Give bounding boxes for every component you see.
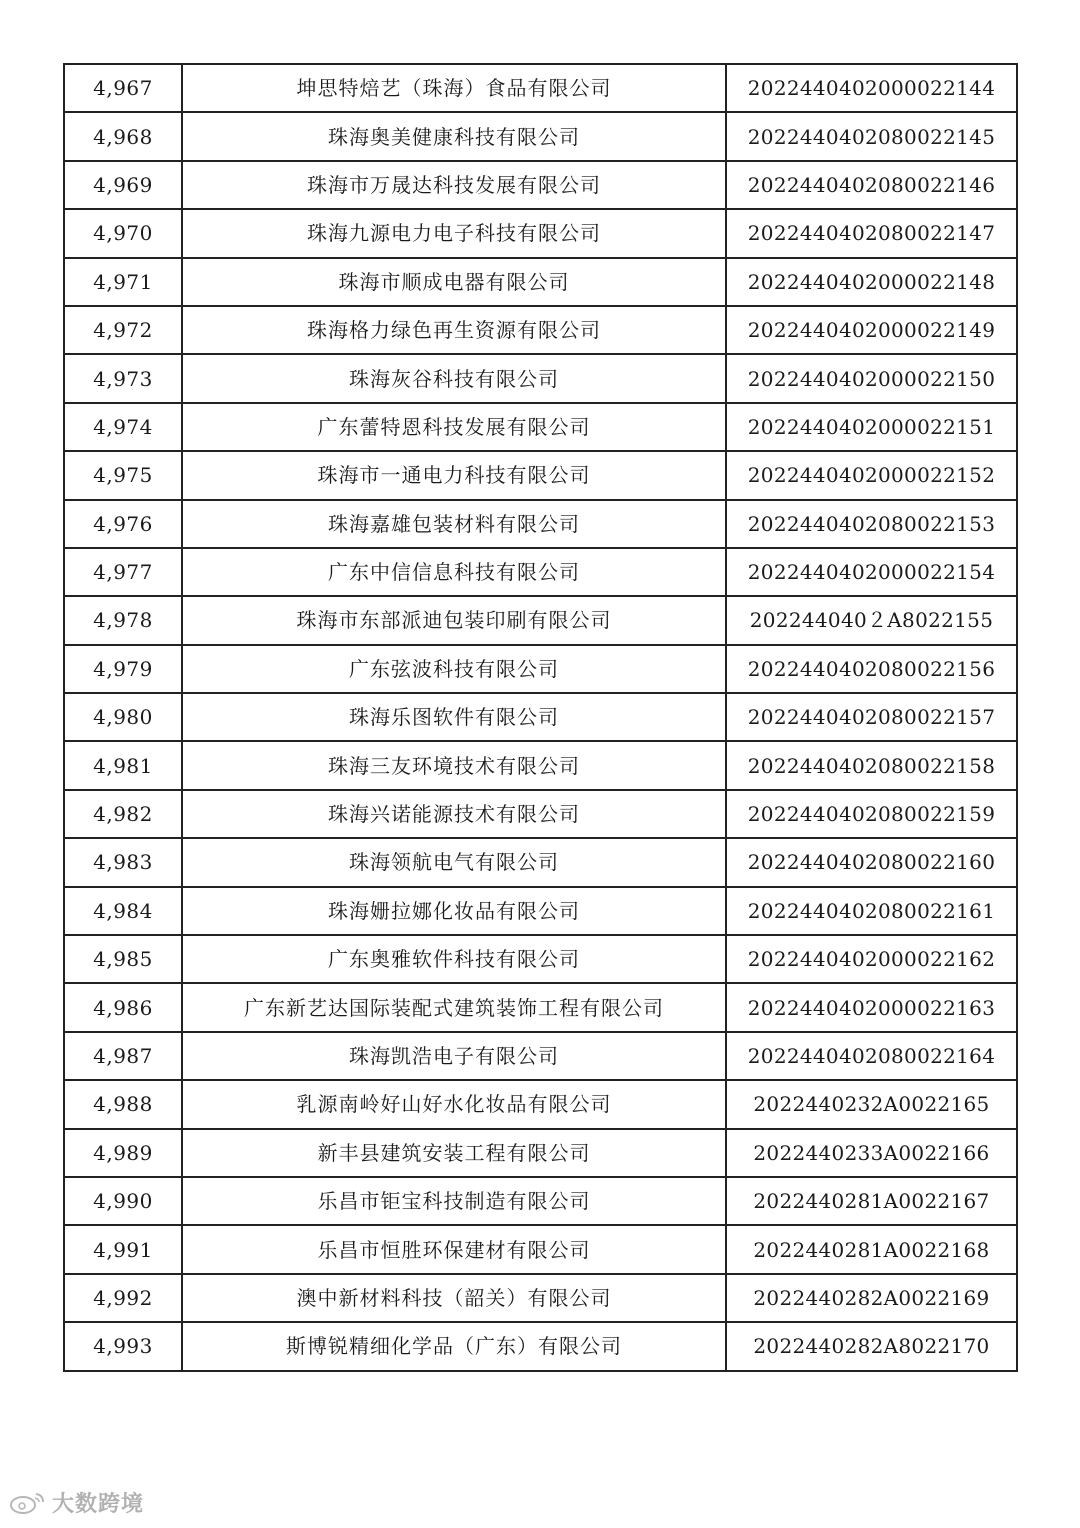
row-index-cell: 4,992 bbox=[64, 1274, 182, 1322]
table-row bbox=[64, 790, 1017, 838]
row-index-cell: 4,972 bbox=[64, 306, 182, 354]
table-row bbox=[64, 258, 1017, 306]
table-row bbox=[64, 887, 1017, 935]
company-name-cell: 珠海格力绿色再生资源有限公司 bbox=[182, 306, 726, 354]
watermark-text: 大数跨境 bbox=[52, 1491, 145, 1517]
table-row bbox=[64, 1177, 1017, 1225]
row-index-cell: 4,976 bbox=[64, 500, 182, 548]
company-name-cell: 乐昌市恒胜环保建材有限公司 bbox=[182, 1225, 726, 1273]
registration-code-cell: 2022440402080022158 bbox=[726, 741, 1017, 789]
registration-code-cell: 2022440402080022157 bbox=[726, 693, 1017, 741]
row-index-cell: 4,974 bbox=[64, 403, 182, 451]
table-row bbox=[64, 1274, 1017, 1322]
table-row bbox=[64, 209, 1017, 257]
row-index-cell: 4,991 bbox=[64, 1225, 182, 1273]
registration-code-cell: 2022440402000022151 bbox=[726, 403, 1017, 451]
company-name-cell: 广东弦波科技有限公司 bbox=[182, 645, 726, 693]
row-index-cell: 4,979 bbox=[64, 645, 182, 693]
company-name-cell: 珠海兴诺能源技术有限公司 bbox=[182, 790, 726, 838]
row-index-cell: 4,977 bbox=[64, 548, 182, 596]
company-name-cell: 斯博锐精细化学品（广东）有限公司 bbox=[182, 1322, 726, 1370]
registration-code-cell: 2022440402000022149 bbox=[726, 306, 1017, 354]
registration-code-cell: 202244040２A8022155 bbox=[726, 596, 1017, 644]
company-name-cell: 珠海灰谷科技有限公司 bbox=[182, 354, 726, 402]
registration-code-cell: 2022440402080022164 bbox=[726, 1032, 1017, 1080]
registration-code-cell: 2022440282A8022170 bbox=[726, 1322, 1017, 1370]
table-row bbox=[64, 548, 1017, 596]
registration-code-cell: 2022440402080022161 bbox=[726, 887, 1017, 935]
company-name-cell: 珠海市顺成电器有限公司 bbox=[182, 258, 726, 306]
table-row bbox=[64, 741, 1017, 789]
registration-code-cell: 2022440402080022159 bbox=[726, 790, 1017, 838]
row-index-cell: 4,993 bbox=[64, 1322, 182, 1370]
row-index-cell: 4,987 bbox=[64, 1032, 182, 1080]
table-row bbox=[64, 354, 1017, 402]
row-index-cell: 4,988 bbox=[64, 1080, 182, 1128]
table-row bbox=[64, 935, 1017, 983]
row-index-cell: 4,969 bbox=[64, 161, 182, 209]
company-name-cell: 坤思特焙艺（珠海）食品有限公司 bbox=[182, 64, 726, 112]
table-row bbox=[64, 596, 1017, 644]
registration-code-cell: 2022440402080022153 bbox=[726, 500, 1017, 548]
row-index-cell: 4,982 bbox=[64, 790, 182, 838]
table-row bbox=[64, 1225, 1017, 1273]
company-name-cell: 广东蕾特恩科技发展有限公司 bbox=[182, 403, 726, 451]
table-row bbox=[64, 1032, 1017, 1080]
weibo-logo-icon bbox=[8, 1489, 48, 1515]
table-row bbox=[64, 306, 1017, 354]
registration-code-cell: 2022440232A0022165 bbox=[726, 1080, 1017, 1128]
company-name-cell: 新丰县建筑安装工程有限公司 bbox=[182, 1129, 726, 1177]
registration-code-cell: 2022440281A0022168 bbox=[726, 1225, 1017, 1273]
registration-code-cell: 2022440281A0022167 bbox=[726, 1177, 1017, 1225]
company-name-cell: 珠海市万晟达科技发展有限公司 bbox=[182, 161, 726, 209]
company-name-cell: 珠海嘉雄包装材料有限公司 bbox=[182, 500, 726, 548]
watermark bbox=[8, 1488, 144, 1516]
company-name-cell: 乐昌市钜宝科技制造有限公司 bbox=[182, 1177, 726, 1225]
row-index-cell: 4,984 bbox=[64, 887, 182, 935]
registration-code-cell: 2022440402080022156 bbox=[726, 645, 1017, 693]
table-row bbox=[64, 64, 1017, 112]
registration-code-cell: 2022440402000022150 bbox=[726, 354, 1017, 402]
company-name-cell: 广东中信信息科技有限公司 bbox=[182, 548, 726, 596]
company-list-table bbox=[63, 63, 1018, 1372]
company-name-cell: 广东新艺达国际装配式建筑装饰工程有限公司 bbox=[182, 983, 726, 1031]
registration-code-cell: 2022440402080022145 bbox=[726, 112, 1017, 160]
row-index-cell: 4,975 bbox=[64, 451, 182, 499]
row-index-cell: 4,985 bbox=[64, 935, 182, 983]
company-name-cell: 澳中新材料科技（韶关）有限公司 bbox=[182, 1274, 726, 1322]
row-index-cell: 4,990 bbox=[64, 1177, 182, 1225]
row-index-cell: 4,968 bbox=[64, 112, 182, 160]
table-row bbox=[64, 1129, 1017, 1177]
table-row bbox=[64, 1080, 1017, 1128]
table-row bbox=[64, 983, 1017, 1031]
registration-code-cell: 2022440402000022154 bbox=[726, 548, 1017, 596]
registration-code-cell: 2022440402000022144 bbox=[726, 64, 1017, 112]
company-name-cell: 珠海乐图软件有限公司 bbox=[182, 693, 726, 741]
row-index-cell: 4,983 bbox=[64, 838, 182, 886]
table-row bbox=[64, 161, 1017, 209]
registration-code-cell: 2022440402080022147 bbox=[726, 209, 1017, 257]
table-body bbox=[64, 64, 1017, 1371]
row-index-cell: 4,973 bbox=[64, 354, 182, 402]
registration-code-cell: 2022440282A0022169 bbox=[726, 1274, 1017, 1322]
company-name-cell: 珠海奥美健康科技有限公司 bbox=[182, 112, 726, 160]
row-index-cell: 4,971 bbox=[64, 258, 182, 306]
registration-code-cell: 2022440233A0022166 bbox=[726, 1129, 1017, 1177]
table-row bbox=[64, 1322, 1017, 1370]
table-row bbox=[64, 451, 1017, 499]
table-row bbox=[64, 403, 1017, 451]
registration-code-cell: 2022440402000022162 bbox=[726, 935, 1017, 983]
row-index-cell: 4,981 bbox=[64, 741, 182, 789]
company-name-cell: 珠海市一通电力科技有限公司 bbox=[182, 451, 726, 499]
table-row bbox=[64, 112, 1017, 160]
table-row bbox=[64, 693, 1017, 741]
company-name-cell: 珠海市东部派迪包装印刷有限公司 bbox=[182, 596, 726, 644]
company-name-cell: 乳源南岭好山好水化妆品有限公司 bbox=[182, 1080, 726, 1128]
row-index-cell: 4,978 bbox=[64, 596, 182, 644]
registration-code-cell: 2022440402080022160 bbox=[726, 838, 1017, 886]
company-name-cell: 珠海三友环境技术有限公司 bbox=[182, 741, 726, 789]
row-index-cell: 4,986 bbox=[64, 983, 182, 1031]
company-name-cell: 珠海九源电力电子科技有限公司 bbox=[182, 209, 726, 257]
row-index-cell: 4,967 bbox=[64, 64, 182, 112]
registration-code-cell: 2022440402000022163 bbox=[726, 983, 1017, 1031]
company-name-cell: 珠海姗拉娜化妆品有限公司 bbox=[182, 887, 726, 935]
row-index-cell: 4,970 bbox=[64, 209, 182, 257]
row-index-cell: 4,980 bbox=[64, 693, 182, 741]
table-row bbox=[64, 838, 1017, 886]
company-name-cell: 珠海凯浩电子有限公司 bbox=[182, 1032, 726, 1080]
registration-code-cell: 2022440402000022152 bbox=[726, 451, 1017, 499]
registration-code-cell: 2022440402000022148 bbox=[726, 258, 1017, 306]
table-row bbox=[64, 645, 1017, 693]
company-name-cell: 珠海领航电气有限公司 bbox=[182, 838, 726, 886]
row-index-cell: 4,989 bbox=[64, 1129, 182, 1177]
table-row bbox=[64, 500, 1017, 548]
registration-code-cell: 2022440402080022146 bbox=[726, 161, 1017, 209]
company-name-cell: 广东奥雅软件科技有限公司 bbox=[182, 935, 726, 983]
